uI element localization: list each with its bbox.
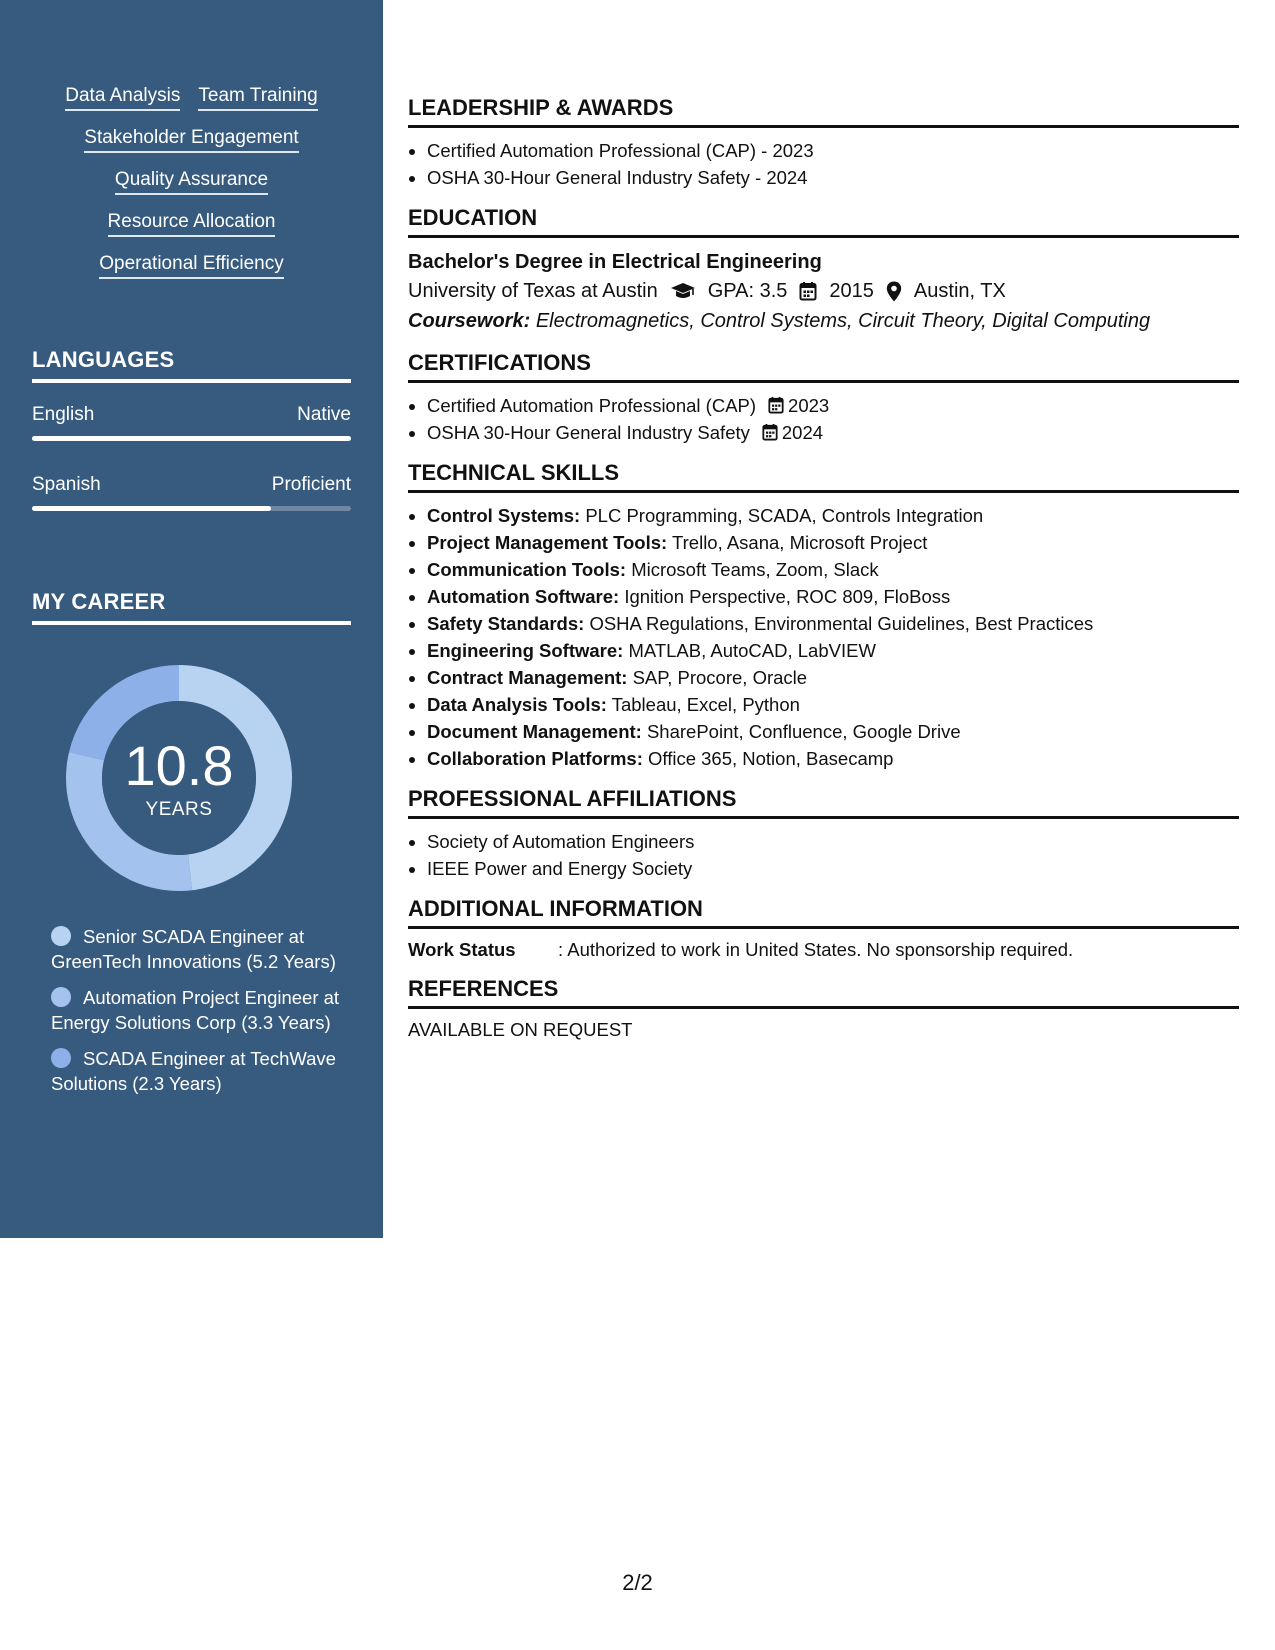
coursework-label: Coursework: — [408, 310, 531, 332]
list-item — [427, 392, 1239, 419]
skill-values: SAP, Procore, Oracle — [632, 667, 808, 688]
additional-info-section — [408, 896, 1239, 962]
skill-tag: Stakeholder Engagement — [84, 126, 298, 153]
leadership-section — [408, 95, 1239, 191]
language-bar-fill — [32, 436, 351, 441]
skill-values: PLC Programming, SCADA, Controls Integration — [585, 505, 984, 526]
skill-tag: Data Analysis — [65, 84, 180, 111]
section-title: LEADERSHIP & AWARDS — [408, 95, 1239, 128]
skill-category: Engineering Software: — [427, 640, 624, 661]
languages-heading: LANGUAGES — [32, 347, 351, 383]
coursework-list: Electromagnetics, Control Systems, Circuit Theory, Digital Computing — [535, 310, 1151, 332]
certifications-section — [408, 350, 1239, 446]
skill-category: Contract Management: — [427, 667, 628, 688]
references-section — [408, 976, 1239, 1041]
skill-tags — [32, 84, 351, 279]
skill-category: Automation Software: — [427, 586, 620, 607]
career-list — [51, 925, 341, 1108]
career-item-text: Automation Project Engineer at Energy Solutions Corp (3.3 Years) — [51, 987, 340, 1033]
sidebar — [0, 0, 383, 1238]
calendar-icon — [762, 423, 778, 441]
career-item — [51, 986, 341, 1035]
language-level: Proficient — [271, 474, 351, 495]
graduation-cap-icon — [670, 282, 696, 300]
career-dot-icon — [51, 1048, 71, 1068]
section-title: REFERENCES — [408, 976, 1239, 1009]
list-item — [427, 529, 1239, 556]
references-text: AVAILABLE ON REQUEST — [408, 1019, 633, 1040]
certification-year: 2023 — [788, 395, 830, 416]
section-title: PROFESSIONAL AFFILIATIONS — [408, 786, 1239, 819]
work-status-row — [408, 938, 1239, 962]
list-item: • IEEE Power and Energy Society — [427, 855, 1239, 882]
calendar-icon — [799, 281, 817, 301]
section-title: ADDITIONAL INFORMATION — [408, 896, 1239, 929]
skill-category: Safety Standards: — [427, 613, 585, 634]
education-section — [408, 205, 1239, 336]
list-item — [427, 610, 1239, 637]
skill-category: Project Management Tools: — [427, 532, 668, 553]
career-total-value: 10.8 — [124, 734, 234, 797]
list-item — [427, 691, 1239, 718]
skill-category: Data Analysis Tools: — [427, 694, 607, 715]
language-bar — [32, 436, 351, 441]
list-item — [427, 583, 1239, 610]
work-status-value: : Authorized to work in United States. No sponsorship required. — [558, 939, 1074, 960]
calendar-icon — [768, 396, 784, 414]
language-bar — [32, 506, 351, 511]
degree: Bachelor's Degree in Electrical Engineering — [408, 251, 822, 273]
skill-tag: Quality Assurance — [115, 168, 268, 195]
list-item: • Certified Automation Professional (CAP) - 2023 — [427, 137, 1239, 164]
page-number: 2/2 — [622, 1570, 653, 1595]
skill-category: Communication Tools: — [427, 559, 627, 580]
language-spanish — [32, 474, 351, 511]
career-heading: MY CAREER — [32, 589, 351, 625]
graduation-year: 2015 — [829, 280, 874, 302]
skill-values: MATLAB, AutoCAD, LabVIEW — [628, 640, 876, 661]
skill-tag: Resource Allocation — [108, 210, 276, 237]
career-item-text: Senior SCADA Engineer at GreenTech Innovations (5.2 Years) — [51, 926, 336, 972]
gpa: GPA: 3.5 — [707, 280, 788, 302]
coursework — [408, 306, 1239, 336]
skill-tag: Operational Efficiency — [99, 252, 283, 279]
list-item — [427, 664, 1239, 691]
technical-skills-section — [408, 460, 1239, 772]
section-title: EDUCATION — [408, 205, 1239, 238]
affiliations-section — [408, 786, 1239, 882]
school: University of Texas at Austin — [408, 280, 658, 302]
work-status-label: Work Status — [408, 939, 516, 960]
location-pin-icon — [886, 281, 902, 302]
list-item: • OSHA 30-Hour General Industry Safety - 2024 — [427, 164, 1239, 191]
career-dot-icon — [51, 987, 71, 1007]
certification-name: Certified Automation Professional (CAP) — [427, 395, 757, 416]
skill-values: SharePoint, Confluence, Google Drive — [646, 721, 961, 742]
career-total — [66, 665, 292, 891]
section-title: TECHNICAL SKILLS — [408, 460, 1239, 493]
list-item — [427, 419, 1239, 446]
education-meta — [408, 276, 1239, 306]
language-name: Spanish — [32, 474, 101, 495]
career-item-text: SCADA Engineer at TechWave Solutions (2.3 Years) — [51, 1048, 336, 1094]
location: Austin, TX — [913, 280, 1006, 302]
language-english — [32, 404, 351, 441]
list-item — [427, 502, 1239, 529]
list-item — [427, 556, 1239, 583]
certification-name: OSHA 30-Hour General Industry Safety — [427, 422, 750, 443]
skill-category: Control Systems: — [427, 505, 581, 526]
career-dot-icon — [51, 926, 71, 946]
skill-values: Tableau, Excel, Python — [611, 694, 800, 715]
list-item — [427, 745, 1239, 772]
career-item — [51, 925, 341, 974]
career-total-unit: YEARS — [145, 799, 213, 820]
list-item: • Society of Automation Engineers — [427, 828, 1239, 855]
language-bar-fill — [32, 506, 271, 511]
list-item — [427, 637, 1239, 664]
skill-values: Ignition Perspective, ROC 809, FloBoss — [624, 586, 951, 607]
skill-tag: Team Training — [198, 84, 317, 111]
skill-values: Microsoft Teams, Zoom, Slack — [631, 559, 879, 580]
skill-values: Office 365, Notion, Basecamp — [648, 748, 894, 769]
skill-values: OSHA Regulations, Environmental Guidelines, Best Practices — [589, 613, 1094, 634]
language-name: English — [32, 404, 95, 425]
skill-category: Collaboration Platforms: — [427, 748, 643, 769]
section-title: CERTIFICATIONS — [408, 350, 1239, 383]
main-content — [408, 95, 1239, 1055]
career-item — [51, 1047, 341, 1096]
list-item — [427, 718, 1239, 745]
skill-category: Document Management: — [427, 721, 642, 742]
certification-year: 2024 — [781, 422, 824, 443]
skill-values: Trello, Asana, Microsoft Project — [672, 532, 928, 553]
language-level: Native — [297, 404, 351, 425]
